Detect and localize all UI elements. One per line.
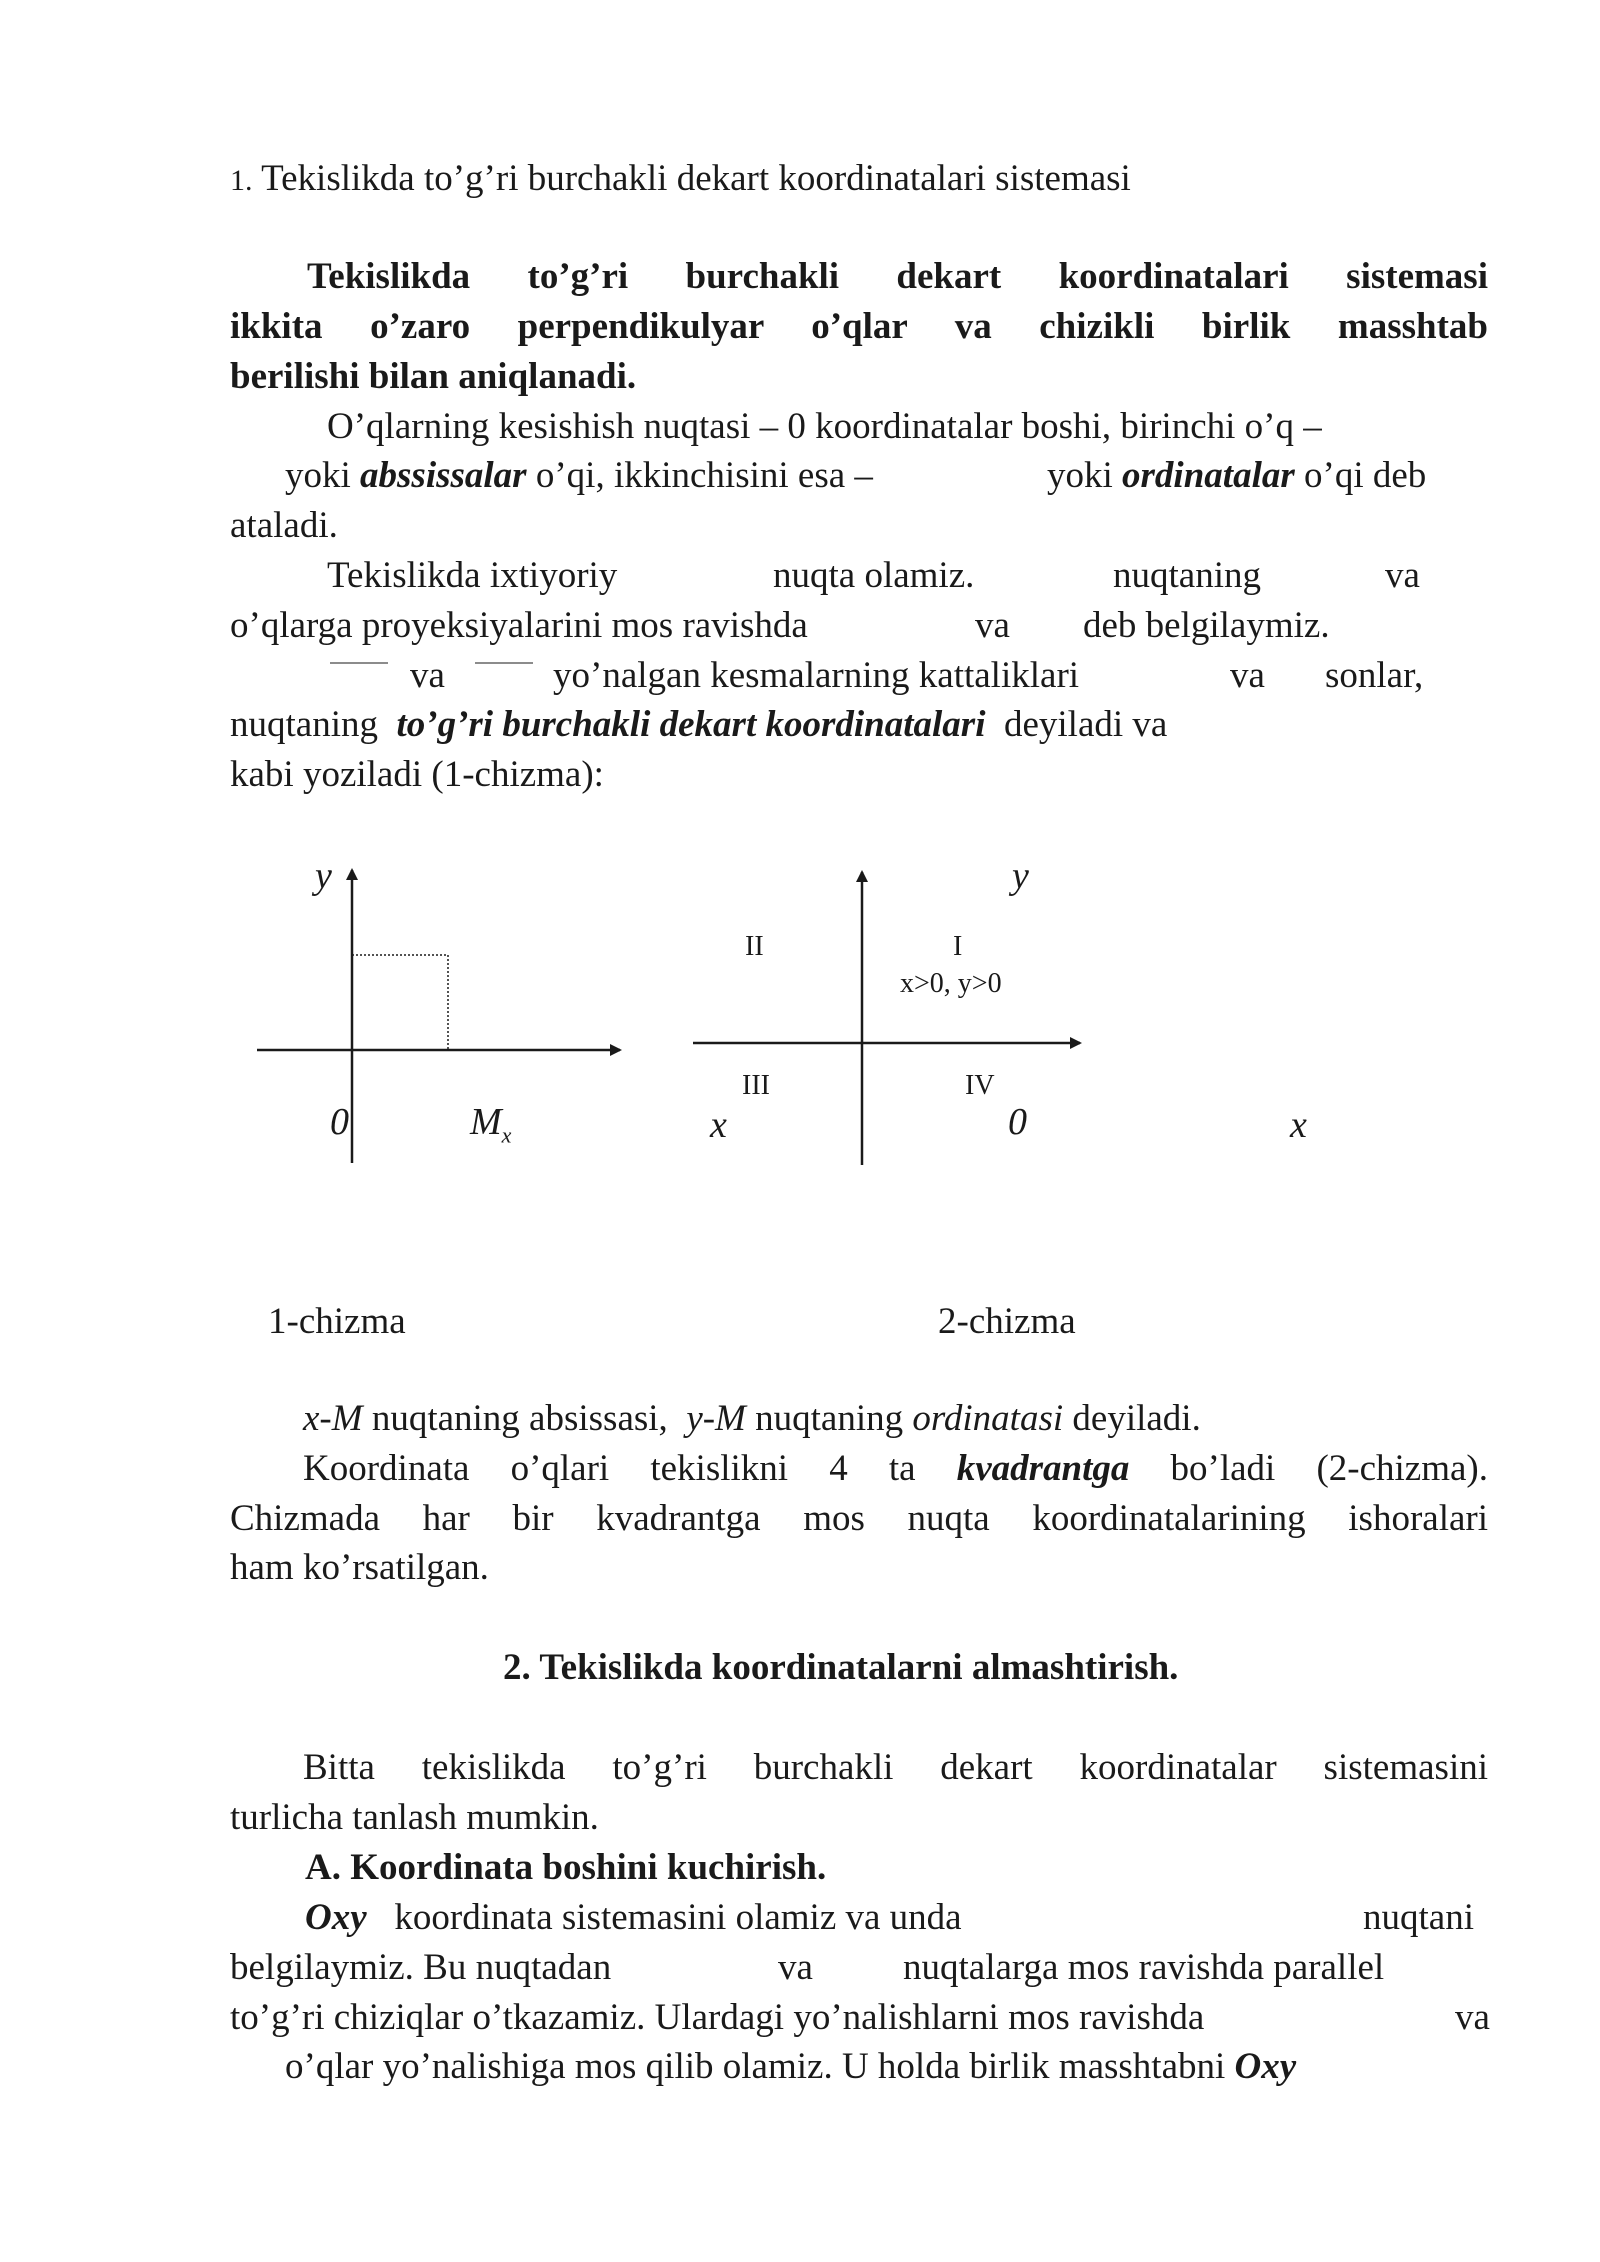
p6-line-1c: nuqtani	[1363, 1897, 1474, 1938]
quadrant-iv-label: IV	[965, 1070, 995, 1101]
section-number: 1.	[230, 164, 253, 197]
definition-line-1: Tekislikda to’g’ri burchakli dekart koordinatalari sistemasi	[307, 256, 1488, 297]
p6-line-1a	[305, 1899, 962, 1936]
p4-text-a: Koordinata o’qlari tekislikni 4 ta	[303, 1448, 916, 1489]
p3-xm: x-M	[303, 1398, 363, 1439]
fig1-origin-label: 0	[330, 1101, 349, 1143]
fig1-y-label: y	[315, 855, 332, 897]
section-2-heading: 2. Tekislikda koordinatalarni almashtirish.	[503, 1647, 1179, 1688]
p1-line-3: ataladi.	[230, 505, 338, 546]
p2-line-2a: o’qlarga proyeksiyalarini mos ravishda	[230, 605, 808, 646]
fig2-caption: 2-chizma	[938, 1301, 1076, 1342]
fig2-origin-label: 0	[1008, 1101, 1027, 1143]
quadrant-iii-label: III	[742, 1070, 770, 1101]
p6-line-3b: va	[1455, 1997, 1490, 2038]
term-abssissalar: abssissalar	[360, 455, 527, 496]
definition-line-2: ikkita o’zaro perpendikulyar o’qlar va chizikli birlik masshtab	[230, 306, 1488, 347]
fig1-mx-label	[470, 1103, 511, 1147]
p1-yoki-2: yoki	[1047, 455, 1113, 496]
term-dekart-koordinatalari: to’g’ri burchakli dekart koordinatalari	[396, 704, 986, 745]
p2-line-3d: sonlar,	[1325, 655, 1424, 696]
p2-line-1d: va	[1385, 555, 1420, 596]
p5-line-2: turlicha tanlash mumkin.	[230, 1797, 599, 1838]
p2-line-2b: va	[975, 605, 1010, 646]
term-kvadrantga: kvadrantga	[956, 1448, 1130, 1489]
p3-absissasi: nuqtaning absissasi,	[371, 1398, 668, 1439]
definition-line-3: berilishi bilan aniqlanadi.	[230, 356, 637, 397]
term-ordinatalar: ordinatalar	[1122, 455, 1295, 496]
p4-line-3: ham ko’rsatilgan.	[230, 1547, 489, 1588]
p2-deyiladi: deyiladi va	[1003, 704, 1168, 745]
p4-line-2: Chizmada har bir kvadrantga mos nuqta koordinatalarining ishoralari	[230, 1498, 1488, 1539]
p2-line-1c: nuqtaning	[1113, 555, 1261, 596]
p2-line-3b: yo’nalgan kesmalarning kattaliklari	[553, 655, 1080, 696]
fig1-x-label: x	[710, 1104, 727, 1146]
p2-line-5: kabi yoziladi (1-chizma):	[230, 754, 604, 795]
p6-line-3a: to’g’ri chiziqlar o’tkazamiz. Ulardagi yo’nalishlarni mos ravishda	[230, 1997, 1205, 2038]
p2-line-3c: va	[1230, 655, 1265, 696]
p3-ordinatasi: ordinatasi	[912, 1398, 1064, 1439]
p5-line-1: Bitta tekislikda to’g’ri burchakli dekart koordinatalar sistemasini	[303, 1747, 1488, 1788]
fig2-x-label: x	[1290, 1104, 1307, 1146]
subheading-a: A. Koordinata boshini kuchirish.	[305, 1847, 827, 1888]
p6-line-2c: nuqtalarga mos ravishda parallel	[903, 1947, 1385, 1988]
quadrant-i-label: I	[953, 931, 963, 962]
fig1-mx-main: M	[470, 1101, 502, 1143]
p1-text-2: o’qi deb	[1304, 455, 1427, 496]
p1-yoki: yoki	[285, 455, 351, 496]
p3-line	[303, 1400, 1201, 1437]
p1-text: o’qi, ikkinchisini esa –	[535, 455, 873, 496]
p2-line-3a: va	[410, 655, 445, 696]
quadrant-i-sign: x>0, y>0	[900, 968, 1002, 999]
p6-line-4	[285, 2048, 1296, 2085]
quadrant-ii-label: II	[745, 931, 764, 962]
p3-deyiladi: deyiladi.	[1072, 1398, 1201, 1439]
p2-line-1b: nuqta olamiz.	[773, 555, 975, 596]
p6-text-4a: o’qlar yo’nalishiga mos qilib olamiz. U holda birlik masshtabni	[285, 2046, 1226, 2087]
term-oxy: Oxy	[305, 1897, 367, 1938]
p2-line-2c: deb belgilaymiz.	[1083, 605, 1330, 646]
p3-nuqtaning: nuqtaning	[755, 1398, 904, 1439]
p4-text-c: bo’ladi (2-chizma).	[1170, 1448, 1488, 1489]
p6-line-2b: va	[778, 1947, 813, 1988]
fig1-mx-sub: x	[501, 1122, 512, 1148]
p1-line-1: O’qlarning kesishish nuqtasi – 0 koordinatalar boshi, birinchi o’q –	[327, 406, 1322, 447]
p6-text-b: koordinata sistemasini olamiz va unda	[394, 1897, 962, 1938]
fig2-y-label: y	[1012, 855, 1029, 897]
p2-nuqtaning: nuqtaning	[230, 704, 378, 745]
p2-line-1a: Tekislikda ixtiyoriy	[327, 555, 618, 596]
fig1-caption: 1-chizma	[268, 1301, 406, 1342]
term-oxy-2: Oxy	[1234, 2046, 1297, 2087]
p6-line-2a: belgilaymiz. Bu nuqtadan	[230, 1947, 612, 1988]
section-title: Tekislikda to’g’ri burchakli dekart koordinatalari sistemasi	[261, 158, 1131, 199]
p3-ym: y-M	[686, 1398, 746, 1439]
p4-line-1	[303, 1450, 1488, 1487]
